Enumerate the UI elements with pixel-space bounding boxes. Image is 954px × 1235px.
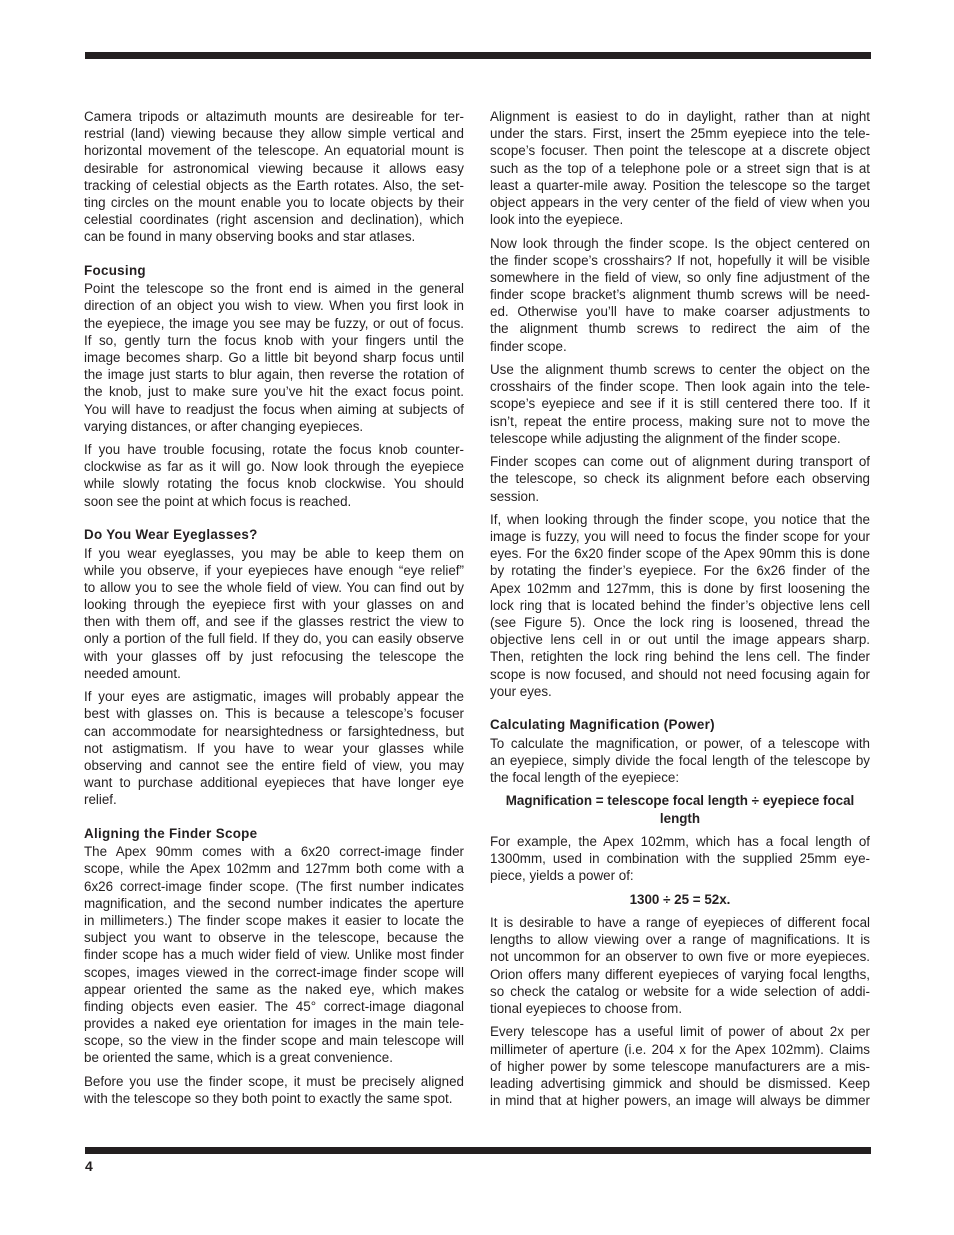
text-line: isn’t, repeat the entire process, making sure not to move the xyxy=(490,413,870,429)
text-line: finder scope bracket’s alignment thumb screws will be need- xyxy=(490,287,870,303)
text-line: look into the eyepiece. xyxy=(490,212,624,228)
section-heading-calculating-magnification-power: Calculating Magnification (Power) xyxy=(490,716,715,732)
paragraph xyxy=(84,545,464,683)
text-line: relief. xyxy=(84,792,117,808)
text-line: finding objects even easier. The 45° correct-image diagonal xyxy=(84,998,464,1014)
text-line: Apex 102mm and 127mm, this is done by first loosening the xyxy=(490,580,870,596)
text-line: objective lens cell in or out until the image appears sharp. xyxy=(490,632,870,648)
text-line: the finder scope’s crosshairs? If not, hopefully it will be visible xyxy=(490,252,870,268)
text-line: (see Figure 5). Once the lock ring is loosened, thread the xyxy=(490,615,870,630)
text-line: Point the telescope so the front end is aimed in the general xyxy=(84,281,464,297)
text-line: needed amount. xyxy=(84,665,181,681)
text-line: the knob, just to make sure you’ve hit the exact focus point. xyxy=(84,384,464,400)
text-line: least a quarter-mile away. Position the telescope so the target xyxy=(490,177,870,193)
text-line: an eyepiece, simply divide the focal length of the telescope by xyxy=(490,752,870,768)
paragraph xyxy=(490,833,870,885)
text-line: so check the catalog or website for a wide selection of addi- xyxy=(490,983,870,999)
text-line: Every telescope has a useful limit of power of about 2x per xyxy=(490,1024,870,1040)
text-line: the alignment thumb screws to redirect the aim of the xyxy=(490,321,870,337)
text-line: scope’s focuser. Then point the telescope at a discrete object xyxy=(490,143,870,159)
text-line: The Apex 90mm comes with a 6x20 correct-image finder xyxy=(84,844,464,860)
text-line: under the stars. First, insert the 25mm eyepiece into the tele- xyxy=(490,126,870,142)
paragraph xyxy=(84,108,464,246)
text-line: leading advertising gimmick and should be dismissed. Keep xyxy=(490,1075,870,1091)
text-line: then with them off, and see if the glasses restrict the view to xyxy=(84,614,464,630)
text-line: the eyepiece, the image you see may be fuzzy, or out of focus. xyxy=(84,315,464,331)
text-line: scope, while the Apex 102mm and 127mm both come with a xyxy=(84,861,464,877)
text-line: 1300 ÷ 25 = 52x. xyxy=(629,891,731,907)
text-line: Then, retighten the lock ring behind the lens cell. The finder xyxy=(490,649,870,665)
text-line: session. xyxy=(490,488,540,504)
text-line: while slowly rotating the focus knob clockwise. You should xyxy=(84,476,464,492)
text-line: lengths to allow viewing over a range of magnifications. It is xyxy=(490,932,870,948)
top-rule xyxy=(85,52,871,59)
text-line: scope, so the view in the finder scope and main telescope will xyxy=(84,1033,464,1049)
text-line: soon see the point at which focus is reached. xyxy=(84,493,352,509)
text-line: looking through the eyepiece first with your glasses on and xyxy=(84,597,464,613)
text-line: with your glasses off by just refocusing the telescope the xyxy=(84,648,464,664)
text-line: with the telescope so they both point to exactly the same spot. xyxy=(84,1091,453,1107)
text-line: If you wear eyeglasses, you may be able to keep them on xyxy=(84,545,464,561)
text-line: to allow you to see the whole field of view. You can find out by xyxy=(84,579,464,595)
text-line: Orion offers many different eyepieces of varying focal lengths, xyxy=(490,966,870,982)
text-line: the focal length of the eyepiece: xyxy=(490,770,680,786)
text-line: object appears in the very center of the field of view when you xyxy=(490,194,870,210)
text-line: in mind that at higher powers, an image will always be dimmer xyxy=(490,1093,870,1109)
paragraph xyxy=(84,1073,464,1107)
text-line: finder scope has a much wider field of view. Unlike most finder xyxy=(84,947,464,963)
text-line: scope is now focused, and should not need focusing again for xyxy=(490,666,870,682)
section-heading-focusing: Focusing xyxy=(84,262,146,278)
paragraph xyxy=(490,1023,870,1109)
text-line: finder scope. xyxy=(490,338,567,354)
text-line: piece, yields a power of: xyxy=(490,868,634,884)
paragraph xyxy=(490,235,870,355)
text-line: while you observe, if your eyepieces have enough “eye relief” xyxy=(84,562,464,578)
text-line: It is desirable to have a range of eyepieces of different focal xyxy=(490,915,870,931)
text-line: desirable for astronomical viewing because it allows easy xyxy=(84,160,464,176)
text-line: by rotating the finder’s eyepiece. For the 6x26 finder of the xyxy=(490,563,870,579)
formula xyxy=(490,792,870,826)
text-line: ting circles on the mount enable you to locate objects by their xyxy=(84,194,464,210)
right-column xyxy=(490,108,870,1116)
paragraph xyxy=(84,441,464,510)
text-line: millimeter of aperture (i.e. 204 x for the Apex 102mm). Claims xyxy=(490,1041,870,1057)
text-line: not astigmatism. If you have to wear your glasses while xyxy=(84,740,464,756)
text-line: magnification, and the second number indicates the aperture xyxy=(84,895,464,911)
bottom-rule xyxy=(85,1147,871,1154)
paragraph xyxy=(490,511,870,700)
text-line: direction of an object you wish to view. When you first look in xyxy=(84,298,464,314)
left-column xyxy=(84,108,464,1113)
text-line: ed. Otherwise you’ll have to make coarser adjustments to xyxy=(490,304,870,320)
paragraph xyxy=(490,735,870,787)
text-line: Magnification = telescope focal length ÷ eyepiece focal xyxy=(505,793,855,809)
text-line: your eyes. xyxy=(490,683,552,699)
text-line: To calculate the magnification, or power, of a telescope with xyxy=(490,735,870,751)
paragraph xyxy=(490,914,870,1017)
text-line: tional eyepieces to choose from. xyxy=(490,1001,683,1017)
page-number: 4 xyxy=(85,1158,93,1174)
text-line: You will have to readjust the focus when aiming at subjects of xyxy=(84,401,464,417)
text-line: crosshairs of the finder scope. Then look again into the tele- xyxy=(490,379,870,395)
section-heading-aligning-the-finder-scope: Aligning the Finder Scope xyxy=(84,825,258,841)
text-line: If, when looking through the finder scope, you notice that the xyxy=(490,511,870,527)
text-line: scope’s eyepiece and see if it is still centered there too. If it xyxy=(490,396,870,412)
paragraph xyxy=(84,688,464,808)
text-line: in millimeters.) The finder scope makes it easier to locate the xyxy=(84,912,464,928)
paragraph xyxy=(490,453,870,505)
text-line: Finder scopes can come out of alignment during transport of xyxy=(490,454,870,470)
text-line: image becomes sharp. Go a little bit beyond sharp focus until xyxy=(84,349,464,365)
text-line: If you have trouble focusing, rotate the focus knob counter- xyxy=(84,442,464,458)
text-line: length xyxy=(659,810,701,826)
text-line: the telescope, so check its alignment before each observing xyxy=(490,471,870,487)
paragraph xyxy=(490,108,870,228)
text-line: can be found in many observing books and star atlases. xyxy=(84,229,416,245)
text-line: observing and cannot see the entire field of view, you may xyxy=(84,757,464,773)
text-line: For example, the Apex 102mm, which has a focal length of xyxy=(490,833,870,849)
text-line: only a portion of the full field. If they do, you can easily observe xyxy=(84,631,464,647)
text-line: want to purchase additional eyepieces that have longer eye xyxy=(84,775,464,791)
text-line: of higher power by some telescope manufacturers are a mis- xyxy=(490,1058,870,1074)
text-line: can accommodate for nearsightedness or farsightedness, but xyxy=(84,723,464,739)
text-line: the image just starts to blur again, then reverse the rotation of xyxy=(84,367,464,383)
text-line: such as the top of a telephone pole or a street sign that is at xyxy=(490,160,870,176)
text-line: eyes. For the 6x20 finder scope of the Apex 90mm this is done xyxy=(490,546,870,562)
text-line: celestial coordinates (right ascension and declination), which xyxy=(84,212,464,228)
text-line: be oriented the same, which is a great convenience. xyxy=(84,1050,393,1066)
text-line: provides a naked eye orientation for images in the main tele- xyxy=(84,1016,464,1032)
formula xyxy=(490,891,870,908)
text-line: not uncommon for an observer to own five or more eyepieces. xyxy=(490,949,870,965)
paragraph xyxy=(84,843,464,1066)
text-line: horizontal movement of the telescope. An equatorial mount is xyxy=(84,143,464,159)
text-line: Before you use the finder scope, it must be precisely aligned xyxy=(84,1073,464,1089)
text-line: 6x26 correct-image finder scope. (The first number indicates xyxy=(84,878,464,894)
text-line: appear oriented the same as the naked eye, which makes xyxy=(84,981,464,997)
text-line: lock ring that is located behind the finder’s objective lens cell xyxy=(490,597,870,613)
text-line: Use the alignment thumb screws to center the object on the xyxy=(490,362,870,377)
paragraph xyxy=(490,361,870,447)
text-line: If so, gently turn the focus knob with your fingers until the xyxy=(84,332,464,348)
text-line: somewhere in the field of view, so only fine adjustment of the xyxy=(490,269,870,285)
section-heading-do-you-wear-eyeglasses: Do You Wear Eyeglasses? xyxy=(84,526,258,542)
text-line: image is fuzzy, you will need to focus the finder scope for your xyxy=(490,529,870,545)
text-line: Camera tripods or altazimuth mounts are desireable for ter- xyxy=(84,109,464,124)
text-line: subject you want to observe in the telescope, because the xyxy=(84,930,464,946)
text-line: scopes, images viewed in the correct-image finder scope will xyxy=(84,964,464,980)
text-line: telescope while adjusting the alignment of the finder scope. xyxy=(490,430,841,446)
text-line: best with glasses on. This is because a telescope’s focuser xyxy=(84,706,464,722)
text-line: Now look through the finder scope. Is the object centered on xyxy=(490,235,870,251)
text-line: Alignment is easiest to do in daylight, rather than at night xyxy=(490,109,870,124)
text-line: varying distances, or after changing eyepieces. xyxy=(84,418,364,434)
text-line: restrial (land) viewing because they allow simple vertical and xyxy=(84,126,464,142)
text-line: clockwise as far as it will go. Now look through the eyepiece xyxy=(84,459,464,475)
text-line: If your eyes are astigmatic, images will probably appear the xyxy=(84,689,464,705)
text-line: 1300mm, used in combination with the supplied 25mm eye- xyxy=(490,851,870,867)
text-line: tracking of celestial objects as the Earth rotates. Also, the set- xyxy=(84,177,464,193)
paragraph xyxy=(84,280,464,435)
